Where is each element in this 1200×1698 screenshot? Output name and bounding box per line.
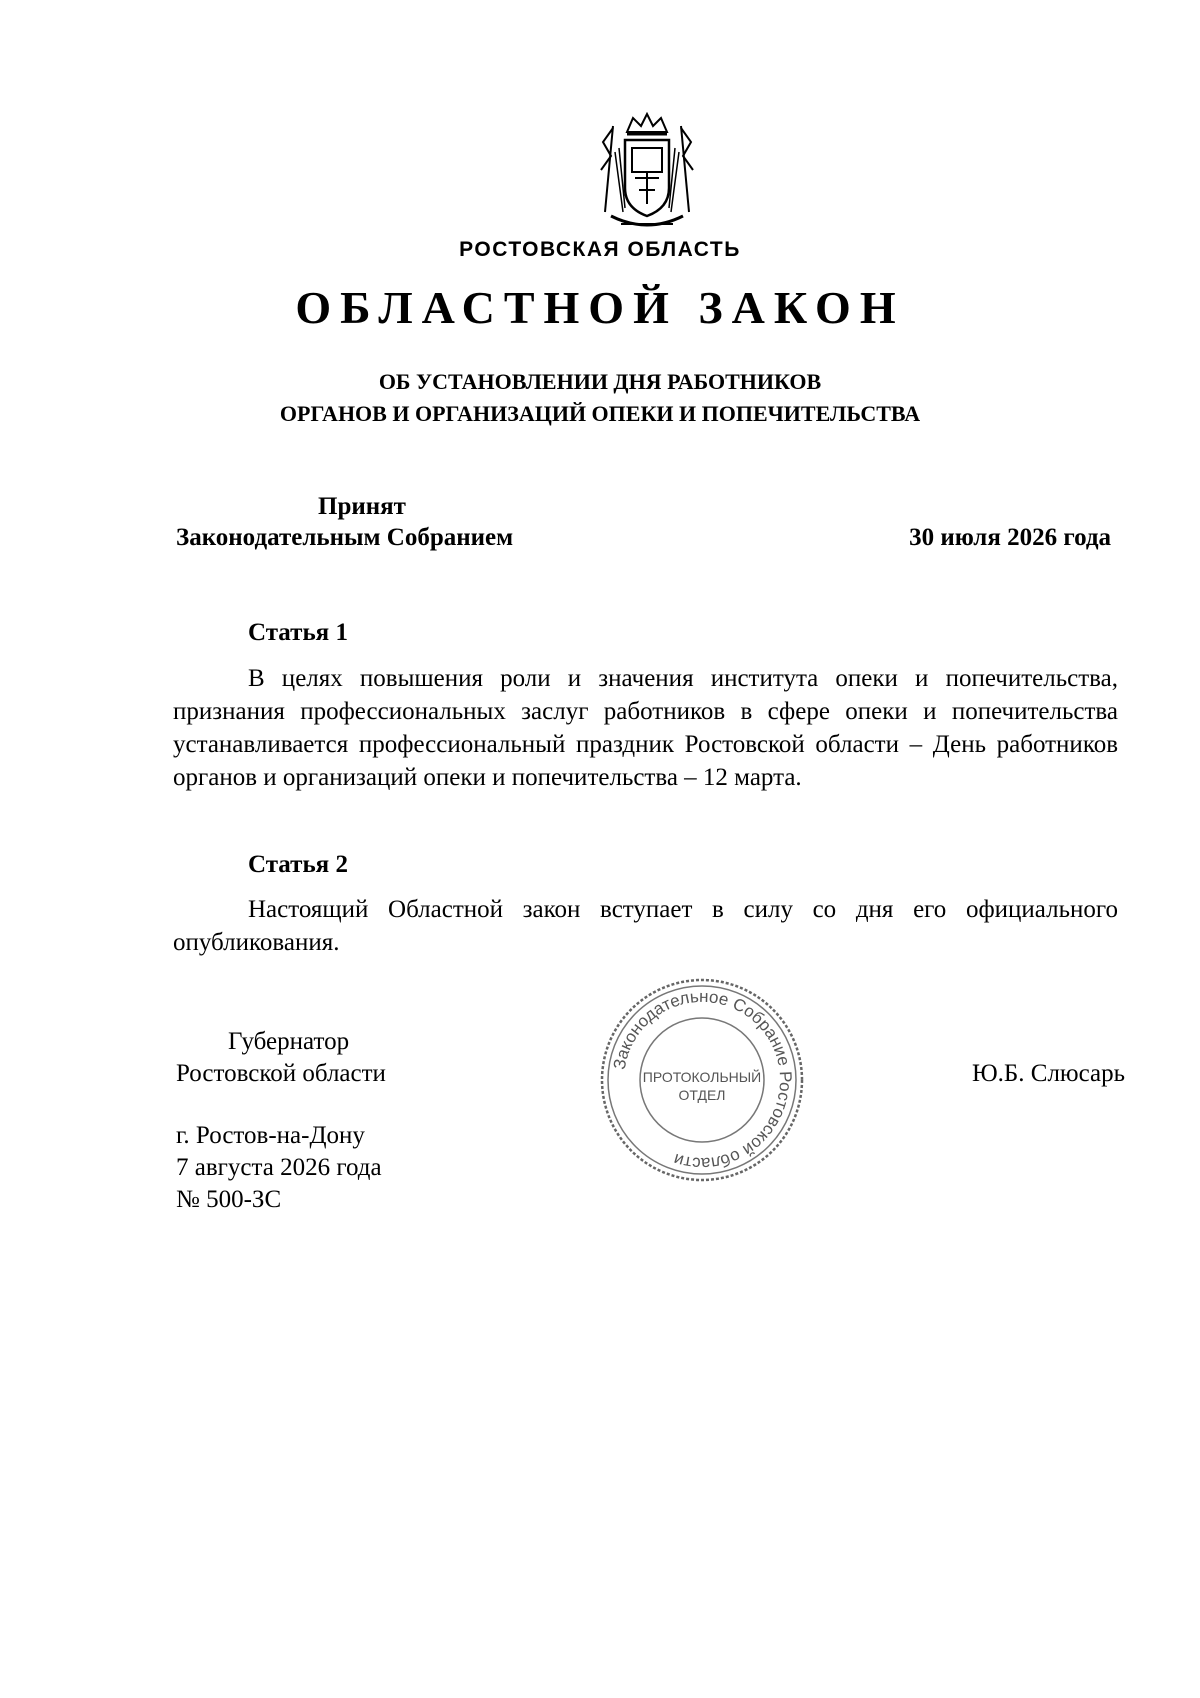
region-name: РОСТОВСКАЯ ОБЛАСТЬ — [459, 238, 741, 261]
article-1-body — [173, 662, 1118, 794]
article-1-title: Статья 1 — [248, 619, 348, 646]
document-type: ОБЛАСТНОЙ ЗАКОН — [295, 282, 905, 333]
signing-date: 7 августа 2026 года — [176, 1154, 382, 1181]
signatory-name: Ю.Б. Слюсарь — [971, 1060, 1125, 1087]
article-2-text: Настоящий Областной закон вступает в силу со дня его официального опубликования. — [173, 896, 1118, 956]
article-1-text: В целях повышения роли и значения института опеки и попечительства, признания профессиональных заслуг работников в сфере опеки и попечительства устанавливается профессиональный праздник Ростовской области – День работников органов и организаций опеки и попечительства – 12 марта. — [173, 665, 1118, 791]
law-number: № 500-ЗС — [176, 1186, 282, 1213]
adopted-by: Законодательным Собранием — [176, 524, 514, 551]
coat-of-arms-icon — [597, 112, 697, 234]
stamp-center-line-2: ОТДЕЛ — [678, 1087, 726, 1103]
adoption-date: 30 июля 2026 года — [909, 524, 1111, 551]
place-of-signing: г. Ростов-на-Дону — [176, 1122, 365, 1149]
article-2-body — [173, 893, 1118, 959]
subject-line-2: ОРГАНОВ И ОРГАНИЗАЦИЙ ОПЕКИ И ПОПЕЧИТЕЛЬСТВА — [279, 401, 921, 426]
article-2-title: Статья 2 — [248, 851, 348, 878]
adopted-label: Принят — [318, 493, 406, 520]
official-stamp — [598, 976, 806, 1184]
signatory-position-line-2: Ростовской области — [176, 1060, 386, 1087]
document-subject — [0, 366, 1200, 430]
stamp-ring-text: Законодательное Собрание Ростовской области — [609, 986, 796, 1174]
stamp-center-line-1: ПРОТОКОЛЬНЫЙ — [642, 1069, 762, 1085]
signatory-position-line-1: Губернатор — [228, 1028, 350, 1055]
subject-line-1: ОБ УСТАНОВЛЕНИИ ДНЯ РАБОТНИКОВ — [378, 369, 822, 394]
